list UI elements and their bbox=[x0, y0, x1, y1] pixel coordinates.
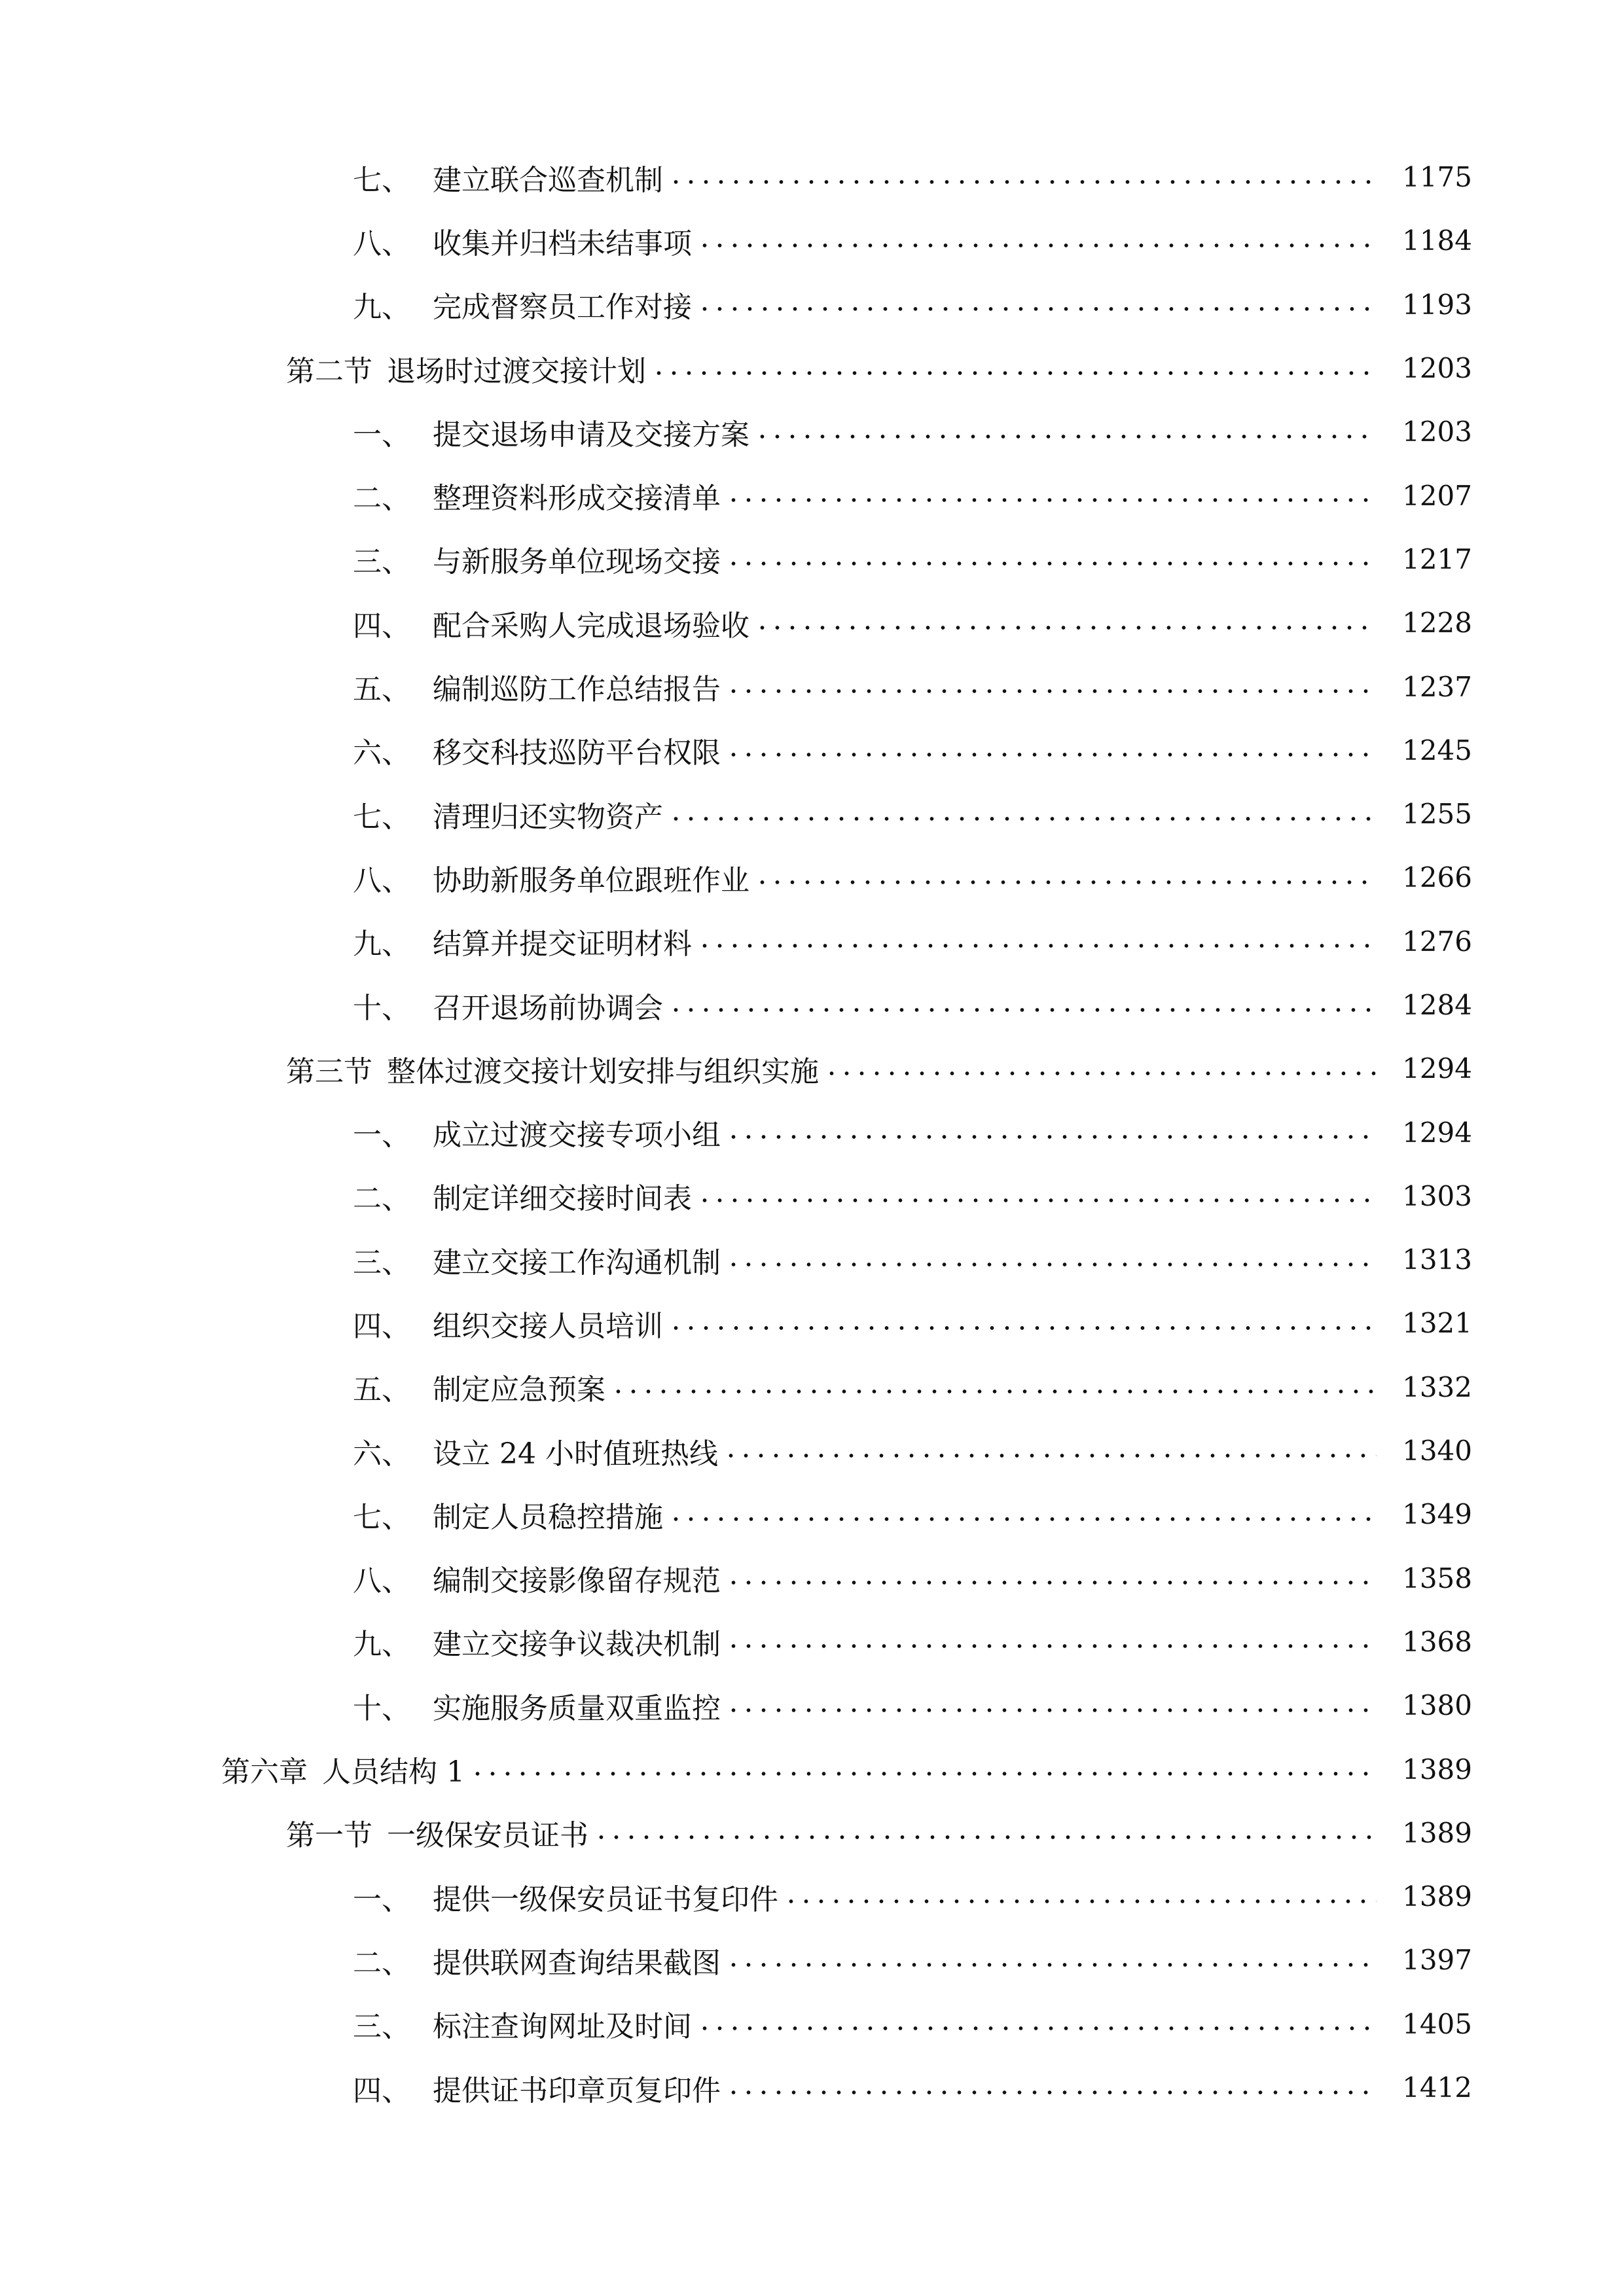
dot-leader bbox=[726, 1568, 1377, 1597]
toc-entry-row bbox=[286, 336, 1624, 400]
toc-entry[interactable] bbox=[0, 719, 1624, 782]
toc-entry-row bbox=[353, 209, 1624, 272]
toc-entry-title: 标注查询网址及时间 bbox=[433, 2010, 692, 2044]
toc-entry-number: 八、 bbox=[353, 226, 410, 260]
toc-entry-title: 协助新服务单位跟班作业 bbox=[433, 863, 749, 897]
dot-leader bbox=[784, 1887, 1377, 1916]
toc-entry-row bbox=[353, 1547, 1624, 1610]
toc-entry[interactable] bbox=[0, 1928, 1624, 1992]
toc-entry-row bbox=[353, 1482, 1624, 1546]
toc-entry-number: 三、 bbox=[353, 545, 410, 579]
toc-entry-number: 六、 bbox=[353, 1437, 410, 1471]
toc-entry-page-number: 1184 bbox=[1402, 224, 1472, 257]
dot-leader bbox=[755, 422, 1377, 451]
toc-entry-number: 一、 bbox=[353, 1882, 410, 1916]
toc-entry-page-number: 1332 bbox=[1402, 1371, 1472, 1403]
table-of-contents bbox=[0, 145, 1624, 2119]
toc-entry[interactable] bbox=[0, 1547, 1624, 1610]
dot-leader bbox=[723, 1441, 1377, 1470]
toc-entry-title: 设立 24 小时值班热线 bbox=[433, 1437, 718, 1471]
dot-leader bbox=[668, 804, 1377, 833]
toc-entry-page-number: 1266 bbox=[1402, 861, 1472, 894]
toc-entry-page-number: 1207 bbox=[1402, 479, 1472, 512]
toc-entry-row bbox=[353, 400, 1624, 463]
toc-entry[interactable] bbox=[0, 528, 1624, 591]
toc-entry-page-number: 1193 bbox=[1402, 288, 1472, 321]
toc-entry[interactable] bbox=[0, 910, 1624, 973]
toc-entry-page-number: 1203 bbox=[1402, 352, 1472, 385]
toc-entry-title: 编制巡防工作总结报告 bbox=[433, 673, 721, 707]
toc-entry-row bbox=[353, 655, 1624, 718]
toc-entry-row bbox=[353, 1865, 1624, 1928]
toc-entry-number: 五、 bbox=[353, 1373, 410, 1407]
dot-leader bbox=[726, 2078, 1377, 2107]
toc-entry-row bbox=[353, 1928, 1624, 1992]
toc-entry-title: 组织交接人员培训 bbox=[433, 1309, 663, 1343]
toc-entry-page-number: 1405 bbox=[1402, 2007, 1472, 2040]
toc-entry-title: 建立交接争议裁决机制 bbox=[433, 1628, 721, 1662]
dot-leader bbox=[726, 1250, 1377, 1279]
dot-leader bbox=[697, 231, 1377, 260]
toc-entry[interactable] bbox=[0, 782, 1624, 846]
toc-entry-title: 制定应急预案 bbox=[433, 1373, 605, 1407]
toc-entry-number: 三、 bbox=[353, 2010, 410, 2044]
dot-leader bbox=[726, 486, 1377, 514]
toc-entry-title: 召开退场前协调会 bbox=[433, 991, 663, 1025]
toc-entry[interactable] bbox=[0, 655, 1624, 718]
toc-entry[interactable] bbox=[0, 2056, 1624, 2119]
toc-entry-row bbox=[353, 782, 1624, 846]
toc-entry-number: 七、 bbox=[353, 163, 410, 197]
toc-entry-title: 制定人员稳控措施 bbox=[433, 1500, 663, 1534]
dot-leader bbox=[668, 1314, 1377, 1342]
toc-entry-title: 提供证书印章页复印件 bbox=[433, 2073, 721, 2108]
toc-entry-number: 六、 bbox=[353, 736, 410, 770]
toc-entry-number: 四、 bbox=[353, 1309, 410, 1343]
toc-entry-page-number: 1368 bbox=[1402, 1625, 1472, 1658]
toc-entry-title: 提供一级保安员证书复印件 bbox=[433, 1882, 778, 1916]
toc-entry[interactable] bbox=[0, 591, 1624, 655]
toc-entry-row bbox=[353, 145, 1624, 209]
toc-entry-page-number: 1412 bbox=[1402, 2072, 1472, 2104]
toc-entry[interactable] bbox=[0, 1419, 1624, 1482]
toc-entry[interactable] bbox=[0, 1037, 1624, 1100]
toc-entry-row bbox=[353, 1355, 1624, 1419]
toc-entry-row bbox=[353, 1992, 1624, 2056]
dot-leader bbox=[668, 1505, 1377, 1534]
toc-entry-row bbox=[353, 591, 1624, 655]
toc-entry-row bbox=[353, 1164, 1624, 1228]
toc-entry-number: 一、 bbox=[353, 1119, 410, 1153]
toc-entry-row bbox=[353, 463, 1624, 527]
dot-leader bbox=[726, 1632, 1377, 1660]
toc-entry-row bbox=[353, 910, 1624, 973]
dot-leader bbox=[697, 2014, 1377, 2043]
toc-entry-title: 人员结构 1 bbox=[322, 1755, 465, 1789]
toc-entry-number: 二、 bbox=[353, 1946, 410, 1980]
toc-entry[interactable] bbox=[0, 846, 1624, 909]
dot-leader bbox=[755, 868, 1377, 897]
toc-entry-number: 五、 bbox=[353, 673, 410, 707]
toc-entry[interactable] bbox=[0, 209, 1624, 272]
dot-leader bbox=[755, 613, 1377, 642]
toc-entry-page-number: 1228 bbox=[1402, 607, 1472, 639]
toc-entry-page-number: 1294 bbox=[1402, 1116, 1472, 1149]
toc-entry-page-number: 1349 bbox=[1402, 1498, 1472, 1531]
toc-entry-page-number: 1203 bbox=[1402, 416, 1472, 448]
dot-leader bbox=[611, 1377, 1377, 1406]
toc-entry-page-number: 1358 bbox=[1402, 1562, 1472, 1594]
toc-entry[interactable] bbox=[0, 1355, 1624, 1419]
toc-entry-page-number: 1397 bbox=[1402, 1944, 1472, 1977]
toc-entry-number: 三、 bbox=[353, 1246, 410, 1280]
dot-leader bbox=[668, 168, 1377, 196]
toc-entry-title: 完成督察员工作对接 bbox=[433, 291, 692, 325]
toc-entry-number: 九、 bbox=[353, 1628, 410, 1662]
toc-entry[interactable] bbox=[0, 273, 1624, 336]
toc-entry-page-number: 1294 bbox=[1402, 1052, 1472, 1085]
dot-leader bbox=[697, 1186, 1377, 1215]
toc-entry-page-number: 1245 bbox=[1402, 734, 1472, 766]
toc-entry-title: 编制交接影像留存规范 bbox=[433, 1564, 721, 1598]
dot-leader bbox=[594, 1823, 1377, 1852]
toc-entry-number: 二、 bbox=[353, 1182, 410, 1216]
toc-entry-number: 二、 bbox=[353, 482, 410, 516]
toc-entry-title: 建立交接工作沟通机制 bbox=[433, 1246, 721, 1280]
toc-entry[interactable] bbox=[0, 1865, 1624, 1928]
dot-leader bbox=[668, 996, 1377, 1024]
dot-leader bbox=[651, 359, 1377, 387]
toc-entry[interactable] bbox=[0, 1164, 1624, 1228]
toc-entry-page-number: 1389 bbox=[1402, 1753, 1472, 1785]
toc-entry-page-number: 1237 bbox=[1402, 670, 1472, 703]
toc-entry[interactable] bbox=[0, 1228, 1624, 1291]
toc-entry-page-number: 1303 bbox=[1402, 1179, 1472, 1212]
toc-entry-title: 建立联合巡查机制 bbox=[433, 163, 663, 197]
toc-entry-row bbox=[353, 1100, 1624, 1164]
toc-entry[interactable] bbox=[0, 1737, 1624, 1801]
toc-entry-page-number: 1217 bbox=[1402, 543, 1472, 575]
toc-entry-number: 第一节 bbox=[286, 1819, 372, 1853]
toc-entry-number: 四、 bbox=[353, 2073, 410, 2108]
toc-entry[interactable] bbox=[0, 1291, 1624, 1355]
toc-entry[interactable] bbox=[0, 400, 1624, 463]
toc-entry[interactable] bbox=[0, 1801, 1624, 1865]
toc-entry-title: 配合采购人完成退场验收 bbox=[433, 609, 749, 643]
dot-leader bbox=[697, 295, 1377, 323]
dot-leader bbox=[726, 1122, 1377, 1151]
toc-entry-title: 移交科技巡防平台权限 bbox=[433, 736, 721, 770]
toc-entry-row bbox=[286, 1037, 1624, 1100]
toc-entry-number: 九、 bbox=[353, 927, 410, 961]
toc-entry-row bbox=[353, 973, 1624, 1037]
toc-entry-number: 第六章 bbox=[221, 1755, 308, 1789]
toc-entry-title: 制定详细交接时间表 bbox=[433, 1182, 692, 1216]
toc-entry-title: 清理归还实物资产 bbox=[433, 800, 663, 834]
toc-entry-page-number: 1276 bbox=[1402, 925, 1472, 958]
toc-entry-row bbox=[353, 846, 1624, 909]
dot-leader bbox=[726, 677, 1377, 706]
toc-entry-number: 第二节 bbox=[286, 354, 372, 388]
toc-entry-row bbox=[353, 719, 1624, 782]
toc-entry-row bbox=[353, 1674, 1624, 1737]
toc-entry-row bbox=[221, 1737, 1624, 1801]
toc-entry-title: 退场时过渡交接计划 bbox=[387, 354, 646, 388]
toc-entry-row bbox=[353, 273, 1624, 336]
toc-entry-page-number: 1175 bbox=[1402, 161, 1472, 194]
toc-entry-title: 收集并归档未结事项 bbox=[433, 226, 692, 260]
toc-entry-row bbox=[353, 1228, 1624, 1291]
toc-entry[interactable] bbox=[0, 1482, 1624, 1546]
toc-entry-title: 整体过渡交接计划安排与组织实施 bbox=[387, 1054, 819, 1088]
dot-leader bbox=[824, 1059, 1377, 1088]
toc-entry-row bbox=[353, 528, 1624, 591]
toc-entry-title: 提供联网查询结果截图 bbox=[433, 1946, 721, 1980]
toc-entry-title: 与新服务单位现场交接 bbox=[433, 545, 721, 579]
toc-entry-row bbox=[353, 1610, 1624, 1674]
toc-entry[interactable] bbox=[0, 1610, 1624, 1674]
toc-entry[interactable] bbox=[0, 463, 1624, 527]
toc-entry-title: 整理资料形成交接清单 bbox=[433, 482, 721, 516]
toc-entry-number: 一、 bbox=[353, 418, 410, 452]
toc-entry-title: 提交退场申请及交接方案 bbox=[433, 418, 749, 452]
toc-entry-title: 实施服务质量双重监控 bbox=[433, 1691, 721, 1725]
toc-entry-page-number: 1313 bbox=[1402, 1244, 1472, 1276]
toc-entry-number: 七、 bbox=[353, 1500, 410, 1534]
dot-leader bbox=[470, 1759, 1377, 1788]
toc-entry-title: 一级保安员证书 bbox=[387, 1819, 588, 1853]
toc-entry-number: 七、 bbox=[353, 800, 410, 834]
toc-entry-page-number: 1340 bbox=[1402, 1435, 1472, 1467]
toc-entry[interactable] bbox=[0, 1992, 1624, 2056]
toc-entry-page-number: 1284 bbox=[1402, 989, 1472, 1021]
toc-entry[interactable] bbox=[0, 1100, 1624, 1164]
toc-entry-page-number: 1321 bbox=[1402, 1307, 1472, 1340]
dot-leader bbox=[726, 1696, 1377, 1725]
toc-entry[interactable] bbox=[0, 1674, 1624, 1737]
toc-entry-row bbox=[353, 1419, 1624, 1482]
dot-leader bbox=[726, 1950, 1377, 1979]
toc-entry-number: 八、 bbox=[353, 863, 410, 897]
toc-entry-number: 十、 bbox=[353, 991, 410, 1025]
toc-entry-row bbox=[286, 1801, 1624, 1865]
toc-entry-row bbox=[353, 1291, 1624, 1355]
toc-entry-number: 九、 bbox=[353, 291, 410, 325]
toc-entry-title: 结算并提交证明材料 bbox=[433, 927, 692, 961]
toc-entry-number: 八、 bbox=[353, 1564, 410, 1598]
dot-leader bbox=[726, 549, 1377, 578]
toc-entry[interactable] bbox=[0, 973, 1624, 1037]
dot-leader bbox=[697, 931, 1377, 960]
toc-entry-number: 第三节 bbox=[286, 1054, 372, 1088]
toc-entry[interactable] bbox=[0, 145, 1624, 209]
toc-entry[interactable] bbox=[0, 336, 1624, 400]
toc-entry-number: 十、 bbox=[353, 1691, 410, 1725]
toc-entry-number: 四、 bbox=[353, 609, 410, 643]
dot-leader bbox=[726, 740, 1377, 769]
toc-entry-row bbox=[353, 2056, 1624, 2119]
toc-entry-page-number: 1255 bbox=[1402, 798, 1472, 831]
toc-entry-page-number: 1389 bbox=[1402, 1816, 1472, 1849]
toc-entry-title: 成立过渡交接专项小组 bbox=[433, 1119, 721, 1153]
toc-entry-page-number: 1380 bbox=[1402, 1689, 1472, 1722]
toc-entry-page-number: 1389 bbox=[1402, 1880, 1472, 1913]
